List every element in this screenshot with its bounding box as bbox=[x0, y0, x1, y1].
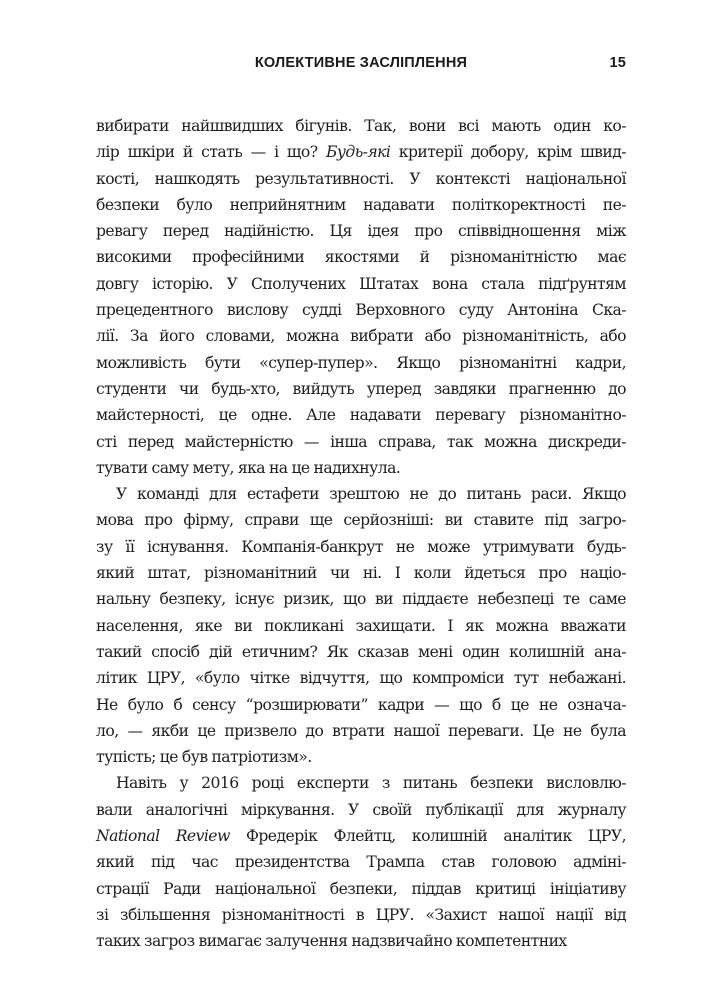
italic-text: Будь-які bbox=[325, 143, 391, 162]
text-segment: мова про фірму, справи ще серйозніші: ви ставите під загро- bbox=[96, 511, 626, 530]
text-segment: сті перед майстерністю — інша справа, так можна дискреди- bbox=[96, 432, 626, 451]
text-line bbox=[96, 849, 626, 875]
text-segment: літик ЦРУ, «було чітке відчуття, що компроміси тут небажані. bbox=[96, 669, 626, 688]
text-line bbox=[96, 218, 626, 244]
text-line bbox=[96, 928, 626, 954]
text-segment: прецедентного вислову судді Верховного суду Антоніна Ска- bbox=[96, 301, 626, 320]
text-line bbox=[96, 823, 626, 849]
page-number: 15 bbox=[609, 55, 626, 71]
text-segment: Навіть у 2016 році експерти з питань безпеки висловлю- bbox=[116, 774, 626, 793]
text-segment: високими професійними якостями й різноманітністю має bbox=[96, 248, 626, 267]
italic-text: National Review bbox=[96, 827, 230, 846]
text-segment: тупість; це був патріотизм». bbox=[96, 748, 312, 767]
text-line bbox=[96, 560, 626, 586]
text-segment: вали аналогічні міркування. У своїй публікації для журналу bbox=[96, 800, 626, 819]
text-line bbox=[96, 271, 626, 297]
text-line bbox=[96, 166, 626, 192]
paragraph bbox=[96, 113, 626, 481]
text-segment: ло, — якби це призвело до втрати нашої переваги. Це не була bbox=[96, 721, 626, 740]
text-segment: нальну безпеку, існує ризик, що ви піддаєте небезпеці те саме bbox=[96, 590, 626, 609]
text-segment: вибирати найшвидших бігунів. Так, вони всі мають один ко- bbox=[96, 117, 626, 135]
text-segment: майстерності, це одне. Але надавати перевагу різноманітно- bbox=[96, 406, 626, 425]
text-line bbox=[96, 139, 626, 165]
text-segment: Фредерік Флейтц, колишній аналітик ЦРУ, bbox=[229, 827, 626, 846]
text-segment: довгу історію. У Сполучених Штатах вона стала підґрунтям bbox=[96, 274, 626, 293]
text-line bbox=[96, 297, 626, 323]
running-head bbox=[96, 55, 626, 77]
text-line bbox=[96, 113, 626, 139]
text-line bbox=[96, 323, 626, 349]
text-line bbox=[96, 481, 626, 507]
text-segment: лір шкіри й стать — і що? bbox=[96, 143, 326, 162]
text-segment: зу її існування. Компанія-банкрут не може утримувати будь- bbox=[96, 537, 626, 556]
text-line bbox=[96, 639, 626, 665]
text-segment: Не було б сенсу “розширювати” кадри — що б це не означа- bbox=[96, 695, 626, 714]
text-line bbox=[96, 376, 626, 402]
text-segment: таких загроз вимагає залучення надзвичайно компетентних bbox=[96, 932, 567, 951]
text-line bbox=[96, 402, 626, 428]
text-line bbox=[96, 902, 626, 928]
text-segment: страції Ради національної безпеки, піддав критиці ініціативу bbox=[96, 879, 626, 898]
text-segment: який штат, різноманітний чи ні. І коли йдеться про націо- bbox=[96, 564, 626, 583]
text-segment: У команді для естафети зрештою не до питань раси. Якщо bbox=[116, 485, 626, 504]
text-segment: тувати саму мету, яка на це надихнула. bbox=[96, 458, 401, 477]
text-segment: кості, нашкодять результативності. У контексті національної bbox=[96, 169, 626, 188]
text-line bbox=[96, 429, 626, 455]
text-line bbox=[96, 665, 626, 691]
text-segment: лії. За його словами, можна вибрати або різноманітність, або bbox=[96, 327, 626, 346]
text-segment: який під час президентства Трампа став головою адміні- bbox=[96, 853, 626, 872]
text-line bbox=[96, 797, 626, 823]
text-line bbox=[96, 770, 626, 796]
text-line bbox=[96, 244, 626, 270]
text-segment: можливість бути «супер-пупер». Якщо різноманітні кадри, bbox=[96, 353, 626, 372]
text-line bbox=[96, 876, 626, 902]
text-segment: зі збільшення різноманітності в ЦРУ. «Захист нашої нації від bbox=[96, 905, 626, 924]
paragraph bbox=[96, 770, 626, 954]
text-segment: населення, яке ви покликані захищати. І як можна вважати bbox=[96, 616, 626, 635]
text-segment: ревагу перед надійністю. Ця ідея про співвідношення між bbox=[96, 222, 626, 241]
text-line bbox=[96, 534, 626, 560]
text-line bbox=[96, 192, 626, 218]
text-line bbox=[96, 455, 626, 481]
running-title: КОЛЕКТИВНЕ ЗАСЛІПЛЕННЯ bbox=[254, 55, 468, 71]
text-line bbox=[96, 586, 626, 612]
text-line bbox=[96, 507, 626, 533]
text-line bbox=[96, 613, 626, 639]
paragraph bbox=[96, 481, 626, 770]
text-line bbox=[96, 350, 626, 376]
text-segment: такий спосіб дій етичним? Як сказав мені один колишній ана- bbox=[96, 642, 626, 661]
text-line bbox=[96, 718, 626, 744]
body-text bbox=[96, 113, 626, 955]
text-line bbox=[96, 692, 626, 718]
text-segment: студенти чи будь-хто, вийдуть уперед завдяки прагненню до bbox=[96, 379, 626, 398]
text-segment: критерії добору, крім швид- bbox=[390, 143, 626, 162]
text-segment: безпеки було неприйнятним надавати політкоректності пе- bbox=[96, 195, 626, 214]
text-line bbox=[96, 744, 626, 770]
